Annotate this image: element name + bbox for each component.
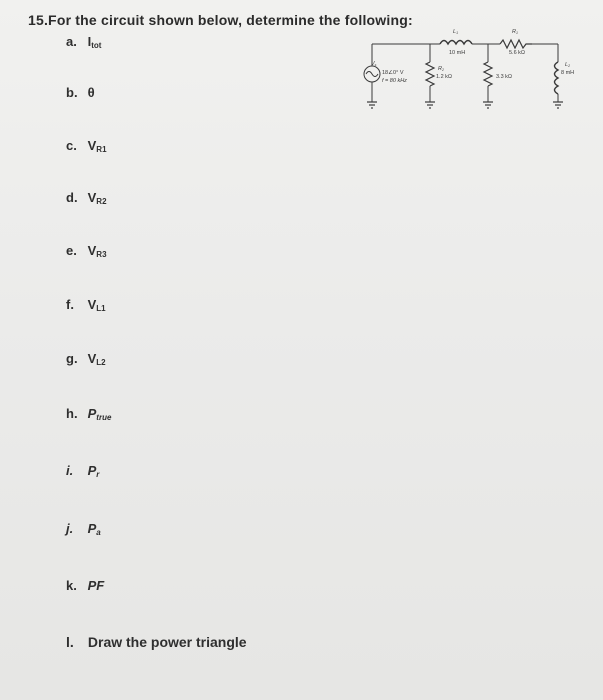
part-symbol: V	[87, 190, 97, 205]
part-letter: i.	[66, 463, 74, 478]
l1-label: L1	[453, 29, 459, 35]
part-letter: b.	[66, 85, 78, 100]
l1-value: 10 mH	[449, 50, 466, 56]
part-symbol: P	[87, 521, 97, 536]
part-letter: g.	[66, 351, 78, 366]
part-symbol: V	[87, 351, 97, 366]
part-subscript: true	[96, 413, 112, 422]
r1-label: R1	[512, 29, 518, 35]
part-letter: d.	[66, 190, 78, 205]
resistor-r2-icon	[426, 62, 434, 86]
part-e	[66, 243, 107, 259]
r1-value: 5.6 kΩ	[509, 50, 526, 56]
part-g	[66, 351, 106, 367]
resistor-r1-icon	[500, 40, 532, 48]
part-b	[66, 85, 95, 100]
l2-label: L2	[565, 62, 571, 68]
part-letter: c.	[66, 138, 77, 153]
l2-value: 8 mH	[561, 70, 575, 76]
part-symbol: P	[87, 406, 97, 421]
part-text: Draw the power triangle	[87, 634, 247, 650]
part-subscript: R2	[96, 197, 107, 206]
inductor-l1-icon	[440, 41, 472, 45]
part-symbol: I	[87, 34, 92, 49]
part-subscript: L1	[96, 304, 106, 313]
part-letter: j.	[66, 521, 74, 536]
source-frequency: f = 80 kHz	[382, 78, 407, 84]
part-symbol: θ	[87, 85, 95, 100]
ground-symbols	[367, 102, 563, 108]
part-symbol: V	[87, 297, 97, 312]
part-letter: e.	[66, 243, 77, 258]
part-letter: f.	[66, 297, 74, 312]
part-subscript: a	[96, 528, 101, 537]
part-i	[66, 463, 99, 479]
r2-label: R2	[438, 66, 444, 72]
question-title: 15.For the circuit shown below, determine the following:	[28, 12, 413, 28]
part-k	[66, 578, 104, 593]
part-l	[66, 634, 247, 650]
source-label: Vs	[371, 61, 377, 67]
circuit-diagram	[360, 22, 575, 122]
source-value: 18∠0° V	[382, 70, 404, 76]
part-h	[66, 406, 111, 422]
part-subscript: R1	[96, 145, 107, 154]
part-a	[66, 34, 101, 50]
part-letter: h.	[66, 406, 78, 421]
part-j	[66, 521, 101, 537]
part-subscript: r	[96, 470, 100, 479]
part-symbol: V	[87, 243, 97, 258]
part-f	[66, 297, 106, 313]
part-letter: l.	[66, 634, 74, 650]
resistor-r3-icon	[484, 62, 492, 86]
part-letter: a.	[66, 34, 77, 49]
r2-value: 1.2 kΩ	[436, 74, 453, 80]
sine-wave-icon	[366, 72, 378, 77]
inductor-l2-icon	[555, 62, 559, 94]
part-subscript: R3	[96, 250, 107, 259]
part-subscript: L2	[96, 358, 106, 367]
part-subscript: tot	[91, 41, 102, 50]
part-symbol: PF	[87, 578, 105, 593]
part-symbol: P	[87, 463, 97, 478]
part-letter: k.	[66, 578, 77, 593]
part-c	[66, 138, 107, 154]
part-d	[66, 190, 107, 206]
r3-value: 3.3 kΩ	[496, 74, 513, 80]
part-symbol: V	[87, 138, 97, 153]
